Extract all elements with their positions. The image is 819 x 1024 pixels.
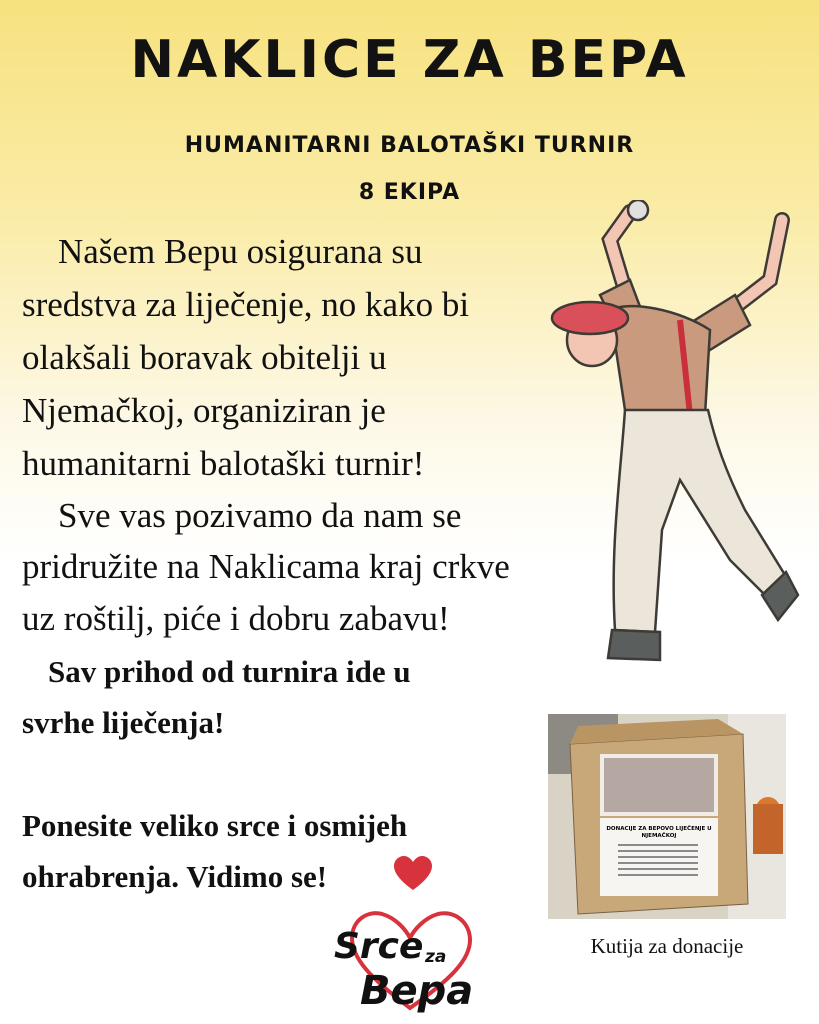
logo-text-za: za [425, 947, 447, 967]
body-line: olakšali boravak obitelji u [22, 338, 387, 377]
logo-text-srce: Srce [334, 926, 424, 967]
body-line: pridružite na Naklicama kraj crkve [22, 547, 510, 586]
box-label-line-2: NJEMAČKOJ [641, 833, 677, 839]
body-line: uz roštilj, piće i dobru zabavu! [22, 599, 450, 638]
body-line: Njemačkoj, organiziran je [22, 391, 386, 430]
body-line: sredstva za liječenje, no kako bi [22, 285, 470, 324]
balote-player-illustration [530, 200, 800, 680]
donation-box-image [548, 714, 786, 919]
bold-line: Ponesite veliko srce i osmijeh [22, 808, 408, 843]
team-count: 8 EKIPA [358, 180, 461, 205]
body-line: Sve vas pozivamo da nam se [58, 496, 462, 535]
donation-box-photo [548, 714, 786, 919]
body-line: Našem Bepu osigurana su [58, 232, 423, 271]
page-title: NAKLICE ZA BEPA [130, 30, 689, 90]
page-subtitle: HUMANITARNI BALOTAŠKI TURNIR [184, 133, 635, 158]
photo-caption: Kutija za donacije [590, 934, 744, 958]
heart-icon [393, 856, 433, 892]
bold-line: ohrabrenja. Vidimo se! [22, 859, 328, 894]
srce-za-bepa-logo [330, 908, 490, 1018]
logo-text-bepa: Bepa [360, 968, 474, 1014]
box-label-line-1: DONACIJE ZA BEPOVO LIJEČENJE U [606, 826, 712, 832]
bold-line: Sav prihod od turnira ide u [48, 654, 411, 689]
bold-line: svrhe liječenja! [22, 705, 225, 740]
body-line: humanitarni balotaški turnir! [22, 444, 425, 483]
